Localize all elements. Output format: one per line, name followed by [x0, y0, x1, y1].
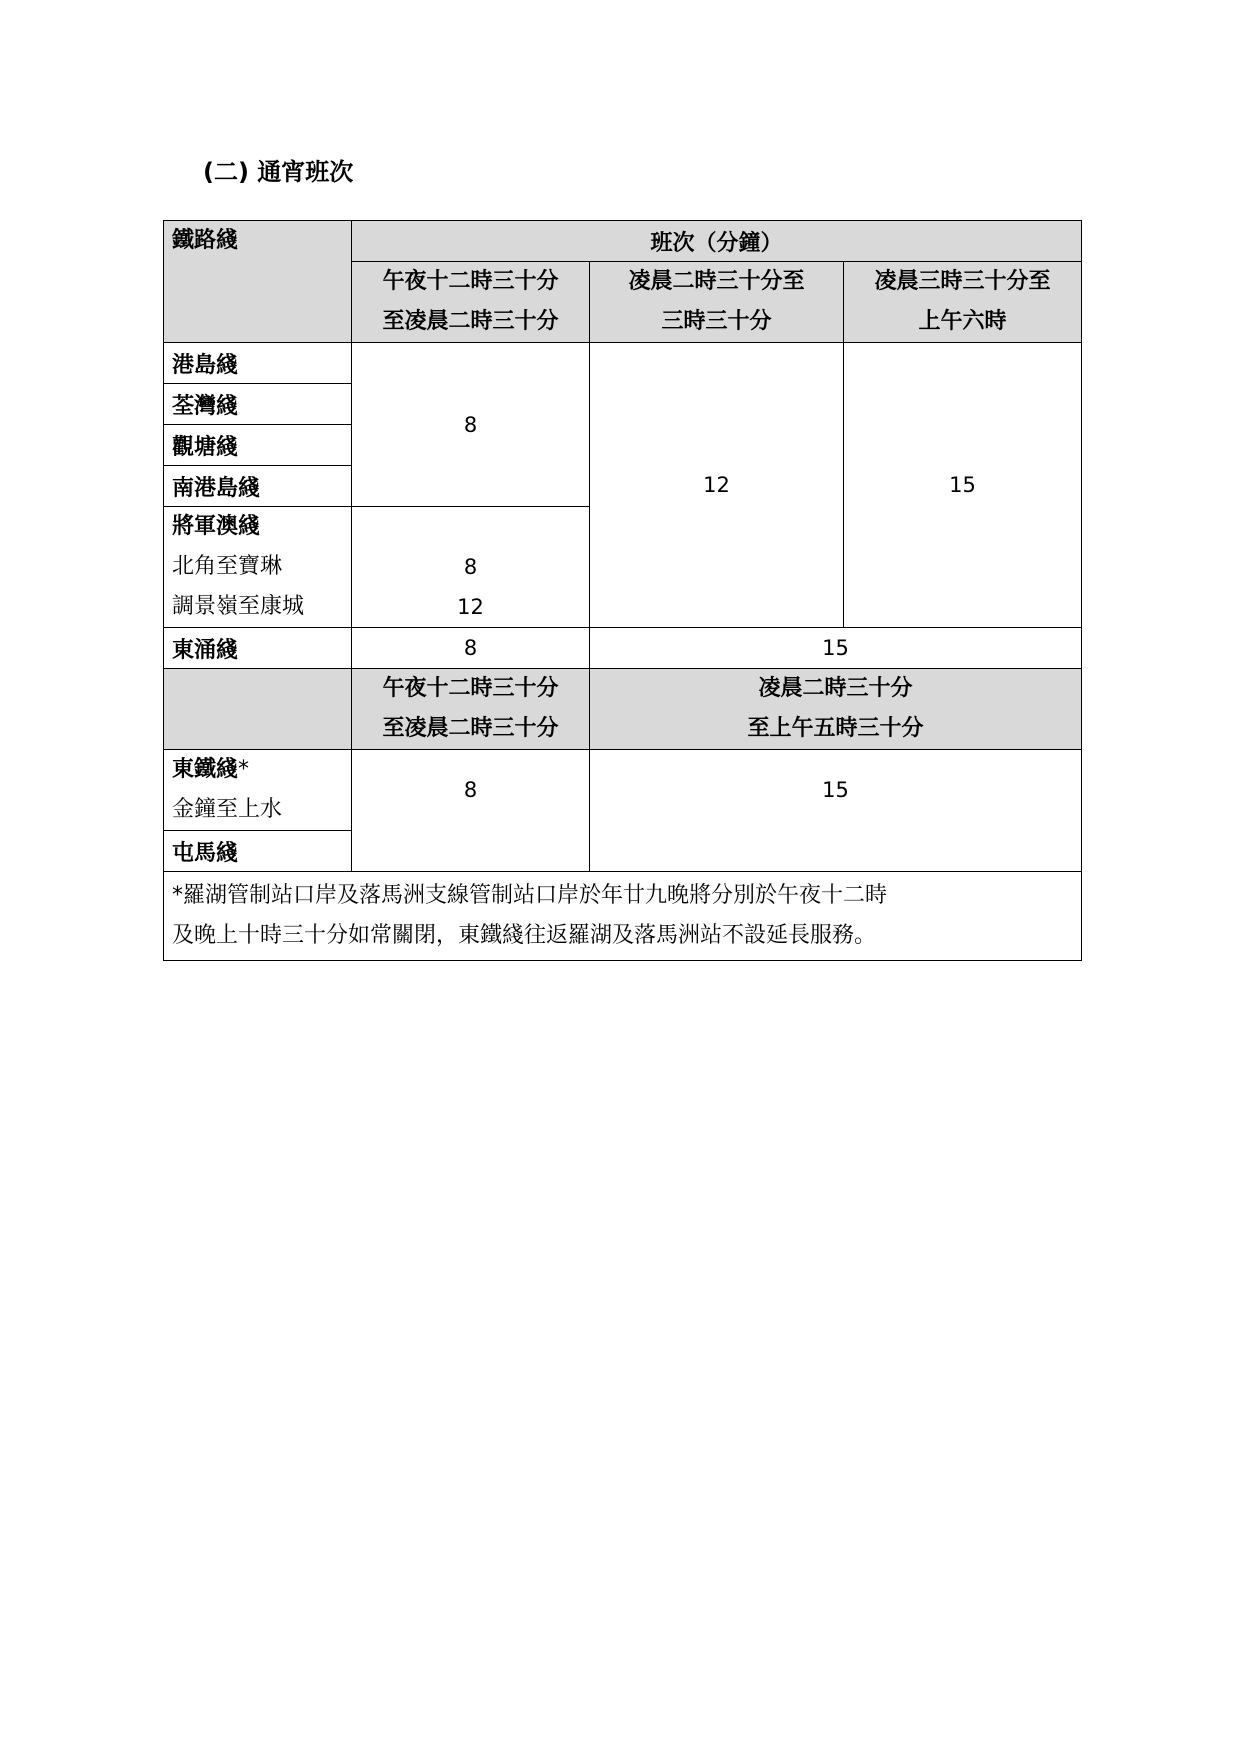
header-period-1: 午夜十二時三十分 至凌晨二時三十分	[352, 262, 590, 343]
header-b-period-2: 凌晨二時三十分 至上午五時三十分	[590, 669, 1082, 750]
row-island-line: 港島綫	[164, 343, 352, 384]
group-period3-value: 15	[844, 343, 1082, 628]
tko-branch1-value: 8	[463, 555, 478, 579]
block-b-period1-value: 8	[352, 750, 590, 872]
row-east-rail-line: 東鐵綫* 金鐘至上水	[164, 750, 352, 831]
group1-period1-value: 8	[352, 343, 590, 507]
tung-chung-period2-3-value: 15	[590, 628, 1082, 669]
block-b-period2-value: 15	[590, 750, 1082, 872]
footnote: *羅湖管制站口岸及落馬洲支線管制站口岸於年廿九晚將分別於午夜十二時 及晚上十時三十分如常關閉，東鐵綫往返羅湖及落馬洲站不設延長服務。	[164, 872, 1082, 961]
header-line-column: 鐵路綫	[164, 221, 352, 343]
header-b-empty	[164, 669, 352, 750]
row-tsuen-wan-line: 荃灣綫	[164, 384, 352, 425]
row-tuen-ma-line: 屯馬綫	[164, 831, 352, 872]
row-south-island-line: 南港島綫	[164, 466, 352, 507]
row-tung-chung-line: 東涌綫	[164, 628, 352, 669]
group-period2-value: 12	[590, 343, 844, 628]
tung-chung-period1-value: 8	[352, 628, 590, 669]
header-period-2: 凌晨二時三十分至 三時三十分	[590, 262, 844, 343]
overnight-schedule-table	[163, 220, 1082, 961]
tko-branch2-value: 12	[457, 595, 484, 619]
header-frequency: 班次（分鐘）	[352, 221, 1082, 262]
tko-period1-values	[352, 507, 590, 628]
header-period-3: 凌晨三時三十分至 上午六時	[844, 262, 1082, 343]
section-heading: (二) 通宵班次	[203, 158, 354, 186]
row-tko-line: 將軍澳綫 北角至寶琳 調景嶺至康城	[164, 507, 352, 628]
row-kwun-tong-line: 觀塘綫	[164, 425, 352, 466]
header-b-period-1: 午夜十二時三十分 至凌晨二時三十分	[352, 669, 590, 750]
